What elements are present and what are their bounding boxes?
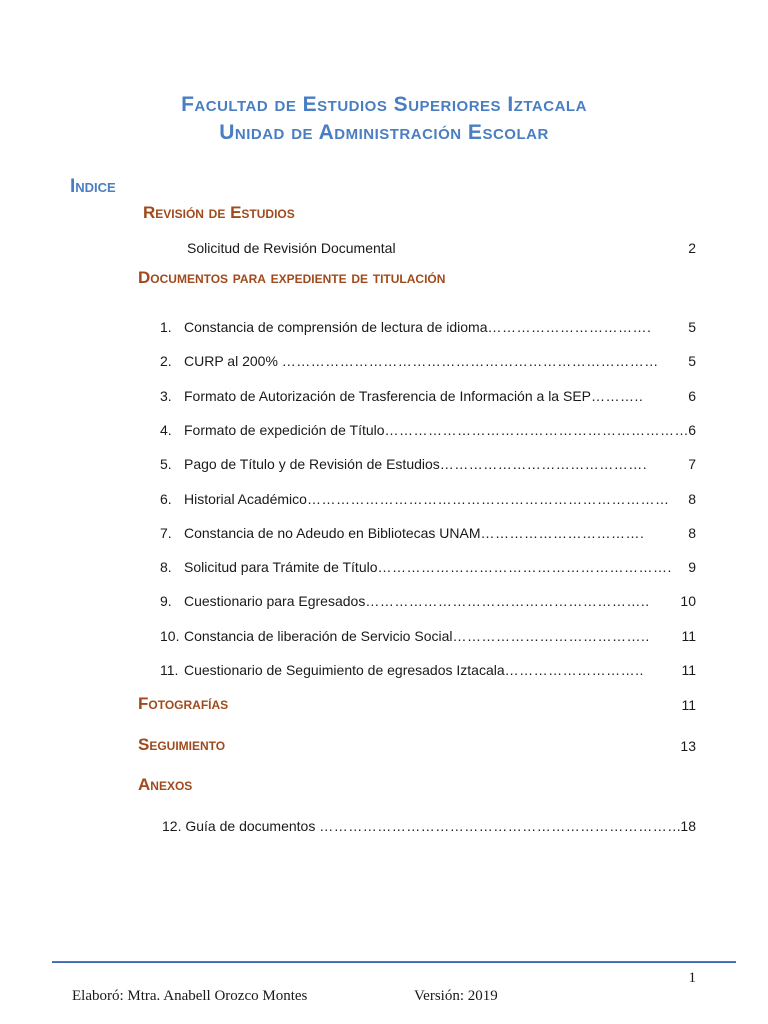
toc-entry-page: 6	[688, 388, 696, 404]
section-revision-heading: Revisión de Estudios	[143, 203, 295, 222]
toc-entry-page: 18	[680, 818, 696, 834]
toc-entry	[160, 353, 659, 369]
toc-entry-text: Guía de documentos	[185, 818, 320, 834]
toc-entry-leader: ………..	[591, 388, 644, 404]
toc-entry-page: 7	[688, 456, 696, 472]
toc-entry-number: 4.	[160, 422, 172, 438]
toc-entry	[160, 422, 689, 438]
toc-entry-text: Formato de Autorización de Trasferencia de Información a la SEP	[184, 388, 591, 404]
toc-entry-text: Solicitud de Revisión Documental	[187, 240, 396, 256]
toc-entry-leader: ………………………………………………………	[384, 422, 690, 438]
toc-entry-number: 3.	[160, 388, 172, 404]
toc-entry-number: 10.	[160, 628, 180, 644]
footer-author: Elaboró: Mtra. Anabell Orozco Montes	[72, 988, 308, 1004]
toc-entry-number: 5.	[160, 456, 172, 472]
toc-entry-number: 9.	[160, 593, 172, 609]
toc-entry	[160, 491, 669, 507]
toc-entry-text: Cuestionario para Egresados	[184, 593, 366, 609]
toc-entry-page: 9	[688, 559, 696, 575]
toc-entry-leader: …………………………….	[487, 319, 652, 335]
toc-entry	[160, 559, 672, 575]
toc-entry-leader: …………………………….	[480, 525, 645, 541]
toc-entry-leader: …………………………………………………………………	[319, 818, 682, 834]
toc-entry-page: 8	[688, 491, 696, 507]
toc-entry-page: 5	[688, 353, 696, 369]
toc-entry-anexo	[162, 818, 682, 834]
toc-entry-text: Cuestionario de Seguimiento de egresados Iztacala	[184, 662, 505, 678]
toc-entry-text: Pago de Título y de Revisión de Estudios	[184, 456, 440, 472]
toc-entry	[160, 319, 651, 335]
footer-rule	[52, 961, 736, 963]
toc-entry-leader: ………………………..	[504, 662, 644, 678]
toc-entry-text: Historial Académico	[184, 491, 307, 507]
toc-entry-revision	[187, 240, 396, 256]
toc-entry-leader: …………………………………….	[439, 456, 648, 472]
toc-entry-number: 6.	[160, 491, 172, 507]
toc-entry-leader: …………………………………………………….	[377, 559, 672, 575]
toc-entry	[160, 593, 650, 609]
toc-entry-page: 11	[681, 662, 696, 678]
page-number: 1	[688, 970, 696, 986]
document-subtitle: Unidad de Administración Escolar	[219, 121, 549, 144]
toc-entry-number: 8.	[160, 559, 172, 575]
toc-entry-leader: …………………………………………………………………	[306, 491, 670, 507]
toc-entry	[160, 628, 650, 644]
toc-entry-page: 6	[688, 422, 696, 438]
toc-entry-number: 1.	[160, 319, 172, 335]
toc-entry-leader: ……………………………………………………………………	[281, 353, 659, 369]
toc-entry	[160, 388, 643, 404]
toc-entry	[160, 525, 644, 541]
toc-entry-text: Solicitud para Trámite de Título	[184, 559, 378, 575]
toc-entry-page: 8	[688, 525, 696, 541]
toc-entry-page: 2	[688, 240, 696, 256]
section-anexos-heading: Anexos	[138, 775, 193, 794]
toc-seguimiento-page: 13	[680, 738, 696, 754]
document-title: Facultad de Estudios Superiores Iztacala	[181, 93, 587, 116]
toc-entry-number: 7.	[160, 525, 172, 541]
section-fotografias-heading: Fotografías	[138, 694, 229, 713]
toc-entry-page: 11	[681, 628, 696, 644]
toc-entry-text: Constancia de no Adeudo en Bibliotecas UNAM	[184, 525, 481, 541]
section-seguimiento-heading: Seguimiento	[138, 735, 226, 754]
toc-entry-leader: …………………………………………………..	[365, 593, 650, 609]
toc-entry-text: Formato de expedición de Título	[184, 422, 385, 438]
toc-entry-number: 2.	[160, 353, 172, 369]
footer-version: Versión: 2019	[414, 988, 498, 1004]
toc-entry-page: 10	[680, 593, 696, 609]
toc-entry-text: Constancia de liberación de Servicio Social	[184, 628, 453, 644]
toc-entry-text: CURP al 200%	[184, 353, 282, 369]
section-documents-heading: Documentos para expediente de titulación	[138, 268, 446, 287]
toc-entry-page: 5	[688, 319, 696, 335]
toc-entry	[160, 662, 644, 678]
toc-entry-number: 12.	[162, 818, 182, 834]
index-title: Indice	[70, 176, 116, 197]
toc-entry-leader: …………………………………..	[452, 628, 650, 644]
toc-entry	[160, 456, 647, 472]
toc-fotografias-page: 11	[681, 697, 696, 713]
toc-entry-number: 11.	[160, 662, 179, 678]
toc-entry-text: Constancia de comprensión de lectura de idioma	[184, 319, 488, 335]
